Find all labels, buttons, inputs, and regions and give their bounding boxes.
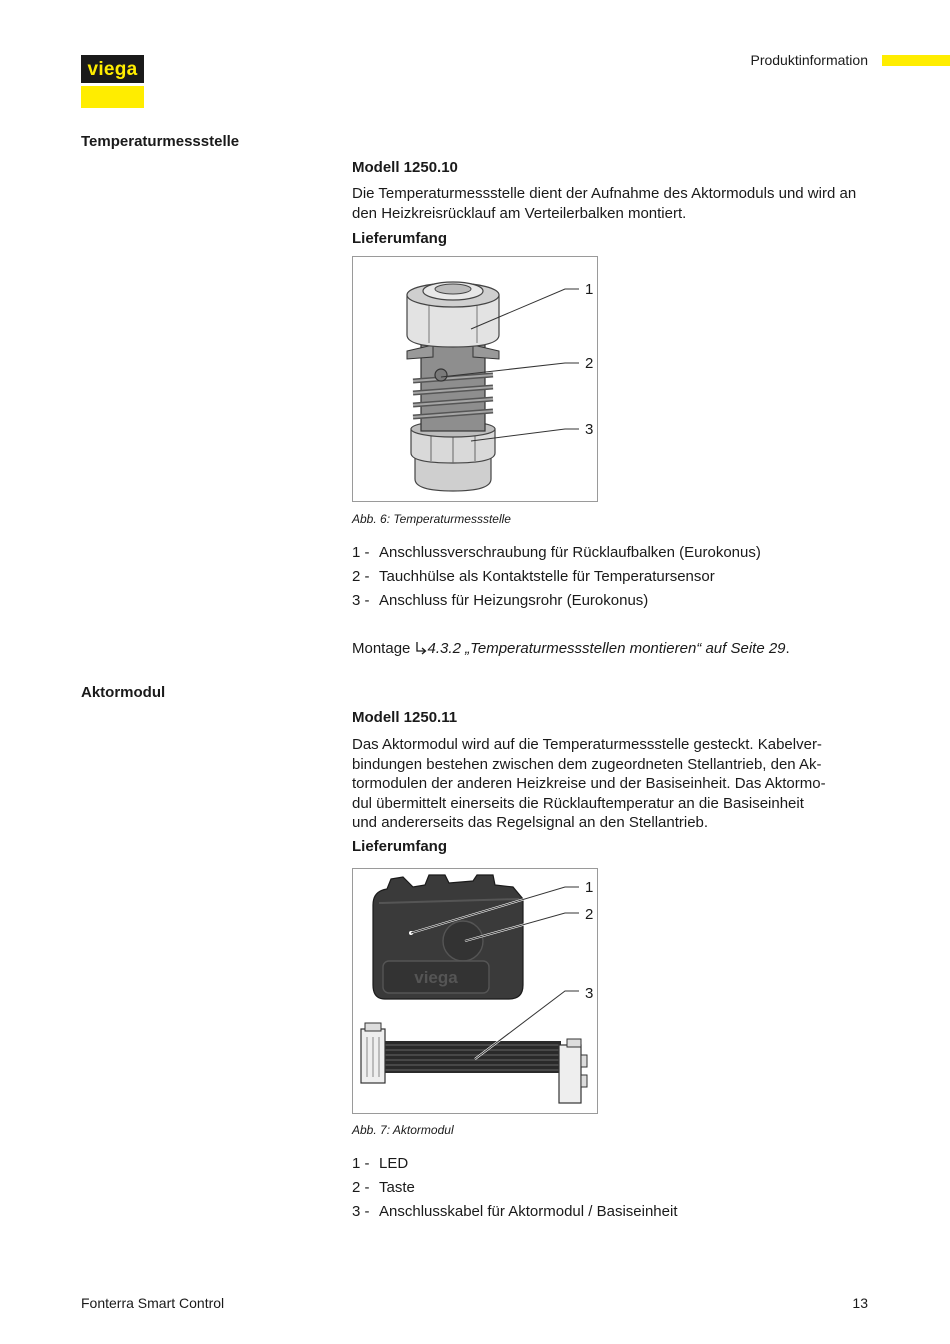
page-number: 13 — [852, 1295, 868, 1311]
section1-description: Die Temperaturmessstelle dient der Aufnahme des Aktormoduls und wird an den Heizkreisrücklauf am Verteilerbalken montiert. — [352, 185, 857, 222]
callout-2: 2 — [585, 906, 594, 923]
list-item: 2 - Tauchhülse als Kontaktstelle für Temperatursensor — [352, 568, 715, 585]
header-label: Produktinformation — [750, 52, 868, 68]
figure-aktormodul — [352, 868, 598, 1114]
section2-lieferumfang: Lieferumfang — [352, 838, 448, 855]
callout-3: 3 — [585, 985, 594, 1002]
logo-yellow-bar — [81, 86, 144, 108]
section1-item-list — [352, 543, 761, 615]
list-item: 2 - Taste — [352, 1179, 415, 1196]
model-heading-1250-11: Modell 1250.11 — [352, 709, 458, 726]
callout-1: 1 — [585, 879, 594, 896]
section-title-temperaturmessstelle: Temperaturmessstelle — [81, 133, 240, 150]
figure6-caption: Abb. 6: Temperaturmessstelle — [352, 512, 511, 526]
figure7-caption: Abb. 7: Aktormodul — [352, 1123, 454, 1137]
callout-1: 1 — [585, 281, 594, 298]
figure-temperaturmessstelle — [352, 256, 598, 502]
section1-lieferumfang: Lieferumfang — [352, 230, 448, 247]
list-item: 3 - Anschluss für Heizungsrohr (Eurokonus) — [352, 592, 649, 609]
list-item: 1 - LED — [352, 1155, 409, 1172]
section-title-aktormodul: Aktormodul — [81, 684, 166, 701]
temperaturmessstelle-illustration — [353, 257, 597, 501]
model-heading-1250-10: Modell 1250.10 — [352, 159, 458, 176]
list-item: 1 - Anschlussverschraubung für Rücklaufbalken (Eurokonus) — [352, 544, 761, 561]
viega-logo — [81, 55, 144, 83]
device-logo: viega — [414, 968, 458, 987]
aktormodul-illustration — [353, 869, 597, 1113]
callout-2: 2 — [585, 355, 594, 372]
section2-description: Das Aktormodul wird auf die Temperaturmessstelle gesteckt. Kabelver- bindungen bestehen zwischen dem zugeordneten Stellantrieb, den Ak- tormodulen der anderen Heizkreise und der Basiseinheit. Das Aktormo- dul übermittelt einerseits die Rücklauftemperatur an die Basiseinheit und andererseits das Regelsignal an den Stellantrieb. — [352, 736, 826, 831]
header-yellow-bar — [882, 55, 950, 66]
callout-3: 3 — [585, 421, 594, 438]
montage-link[interactable]: 4.3.2 „Temperaturmessstellen montieren“ auf Seite 29 — [427, 640, 786, 657]
cross-reference-arrow-icon — [415, 641, 428, 655]
montage-reference: Montage 4.3.2 „Temperaturmessstellen montieren“ auf Seite 29. — [352, 640, 790, 657]
footer-title: Fonterra Smart Control — [81, 1295, 225, 1311]
montage-prefix: Montage — [352, 640, 411, 657]
logo-text: viega — [87, 58, 138, 80]
section2-item-list — [352, 1154, 677, 1226]
list-item: 3 - Anschlusskabel für Aktormodul / Basiseinheit — [352, 1203, 678, 1220]
